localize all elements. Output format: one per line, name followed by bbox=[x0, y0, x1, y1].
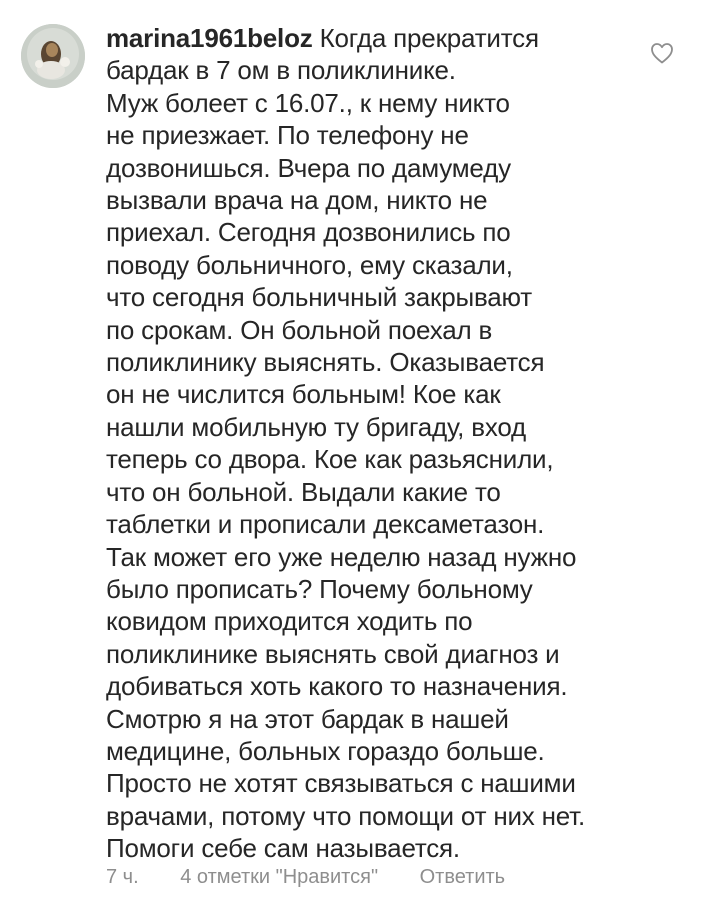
avatar-image bbox=[21, 24, 85, 88]
comment-text-line: вызвали врача на дом, никто не bbox=[106, 185, 488, 216]
comment-text-line: Помоги себе сам называется. bbox=[106, 833, 460, 864]
comment-text-line: поликлинике выяснять свой диагноз и bbox=[106, 638, 560, 669]
comment-text-line: по срокам. Он больной поехал в bbox=[106, 314, 493, 345]
comment-text-line: было прописать? Почему больному bbox=[106, 573, 533, 604]
comment-text-line: поликлинику выяснять. Оказывается bbox=[106, 347, 545, 378]
comment-text-line: дозвонишься. Вчера по дамумеду bbox=[106, 152, 511, 183]
comment-text-line: он не числится больным! Кое как bbox=[106, 379, 501, 410]
comment-text-line: врачами, потому что помощи от них нет. bbox=[106, 800, 586, 831]
comment-body bbox=[106, 22, 646, 865]
comment-time: 7 ч. bbox=[106, 866, 139, 888]
comment-text-line: Просто не хотят связываться с нашими bbox=[106, 768, 576, 799]
comment-text-line: бардак в 7 ом в поликлинике. bbox=[106, 55, 456, 86]
comment-text-line: теперь со двора. Кое как разьяснили, bbox=[106, 444, 554, 475]
comment-text-line: ковидом приходится ходить по bbox=[106, 606, 473, 637]
avatar[interactable] bbox=[21, 24, 85, 88]
comment-text-line: добиваться хоть какого то назначения. bbox=[106, 671, 568, 702]
comment-text-line: таблетки и прописали дексаметазон. bbox=[106, 509, 545, 540]
comment-text-line: что сегодня больничный закрывают bbox=[106, 282, 532, 313]
likes-count[interactable]: 4 отметки "Нравится" bbox=[180, 866, 379, 888]
comment-text-line: поводу больничного, ему сказали, bbox=[106, 249, 513, 280]
comment-text-line: приехал. Сегодня дозвонились по bbox=[106, 217, 511, 248]
comment-text-line: Смотрю я на этот бардак в нашей bbox=[106, 703, 509, 734]
comment-text-line: Муж болеет с 16.07., к нему никто bbox=[106, 87, 510, 118]
comment-text-line: что он больной. Выдали какие то bbox=[106, 476, 501, 507]
like-button[interactable] bbox=[650, 42, 674, 64]
comment-first-line bbox=[106, 22, 646, 54]
reply-button[interactable]: Ответить bbox=[419, 866, 506, 888]
comment-meta bbox=[106, 866, 505, 889]
comment-text-line: Так может его уже неделю назад нужно bbox=[106, 541, 577, 572]
comment-text-line: нашли мобильную ту бригаду, вход bbox=[106, 411, 527, 442]
heart-outline-icon bbox=[650, 42, 674, 64]
comment-text-line: Когда прекратится bbox=[319, 23, 539, 53]
username[interactable]: marina1961beloz bbox=[106, 23, 313, 53]
comment-text-line: не приезжает. По телефону не bbox=[106, 120, 469, 151]
comment-text-line: медицине, больных гораздо больше. bbox=[106, 735, 545, 766]
